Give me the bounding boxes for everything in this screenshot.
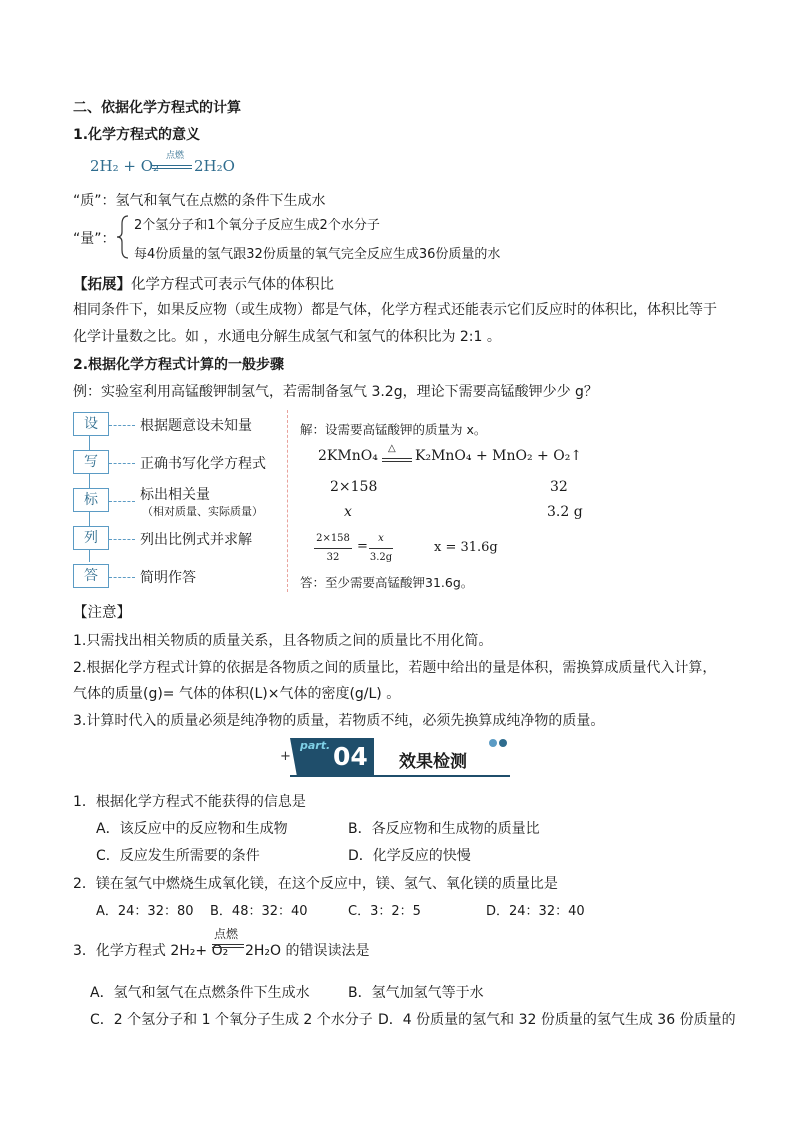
- solution-frac2-num: x: [378, 533, 384, 544]
- solution-actual-right: 3.2 g: [547, 504, 583, 520]
- step-text-set: 根据题意设未知量: [140, 418, 252, 434]
- brace-icon: [116, 214, 130, 260]
- question-1-option-d: D．化学反应的快慢: [348, 848, 471, 864]
- solution-equation-left: 2KMnO₄: [318, 448, 378, 464]
- note-2: 2.根据化学方程式计算的依据是各物质之间的质量比，若题中给出的量是体积，需换算成质量代入计算，: [73, 660, 717, 676]
- solution-frac1-den: 32: [326, 552, 340, 563]
- step-text-write: 正确书写化学方程式: [140, 456, 266, 472]
- extension-line-1: 相同条件下，如果反应物（或生成物）都是气体，化学方程式还能表示它们反应时的体积比，体积比等于: [73, 302, 717, 318]
- step-box-answer: 答: [73, 564, 109, 588]
- question-1-stem: 1．根据化学方程式不能获得的信息是: [73, 794, 306, 810]
- solution-equation-bar-bottom: [382, 461, 412, 462]
- section-title: 二、依据化学方程式的计算: [73, 100, 241, 116]
- quantity-line-2: 每4份质量的氢气跟32份质量的氧气完全反应生成36份质量的水: [134, 247, 501, 262]
- extension-heading: [73, 273, 334, 294]
- question-3-option-d: D．4 份质量的氢气和 32 份质量的氢气生成 36 份质量的: [378, 1012, 736, 1028]
- question-1-option-b: B．各反应物和生成物的质量比: [348, 821, 540, 837]
- step-link-mark: [109, 501, 135, 502]
- step-box-list: 列: [73, 526, 109, 550]
- step-text-answer: 简明作答: [140, 570, 196, 586]
- divider-dashed: [287, 410, 288, 592]
- solution-actual-left: x: [344, 504, 352, 520]
- notes-tag: 【注意】: [73, 605, 131, 621]
- equation-left: 2H₂ + O₂: [90, 157, 160, 175]
- note-1: 1.只需找出相关物质的质量关系，且各物质之间的质量比不用化简。: [73, 633, 493, 649]
- question-1-option-c: C．反应发生所需要的条件: [96, 848, 260, 864]
- step-text-mark: 标出相关量: [140, 487, 210, 503]
- question-3-stem-suffix: 2H₂O 的错误读法是: [245, 943, 370, 959]
- question-3-stem-prefix: 3．化学方程式 2H₂+ O₂: [73, 943, 229, 959]
- solution-frac2-den: 3.2g: [369, 552, 393, 563]
- note-2-continued: 气体的质量(g)= 气体的体积(L)×气体的密度(g/L) 。: [73, 686, 401, 702]
- meaning-heading: 1.化学方程式的意义: [73, 127, 201, 143]
- quantity-line-1: 2个氢分子和1个氧分子反应生成2个水分子: [134, 218, 380, 233]
- question-2-option-d: D．24：32：40: [486, 904, 585, 919]
- banner-plus: +: [280, 749, 291, 764]
- step-link-write: [109, 463, 135, 464]
- step-text-list: 列出比例式并求解: [140, 532, 252, 548]
- equation-condition: 点燃: [166, 151, 185, 161]
- solution-answer: 答：至少需要高锰酸钾31.6g。: [300, 575, 474, 590]
- question-3-option-a: A．氢气和氢气在点燃条件下生成水: [90, 985, 310, 1001]
- solution-result: x = 31.6g: [434, 540, 498, 555]
- step-box-write: 写: [73, 450, 109, 474]
- equation-bar-top: [152, 165, 192, 166]
- step-box-set: 设: [73, 412, 109, 436]
- question-3-bar-top: [212, 944, 244, 945]
- equation-bar-bottom: [152, 168, 192, 169]
- step-box-mark: 标: [73, 488, 109, 512]
- step-link-list: [109, 539, 135, 540]
- step-link-answer: [109, 577, 135, 578]
- question-3-bar-bottom: [212, 947, 244, 948]
- solution-equation-bar-top: [382, 458, 412, 459]
- banner-underline: [290, 775, 510, 777]
- question-3-option-b: B．氢气加氢气等于水: [348, 985, 484, 1001]
- quantity-label: “量”：: [73, 231, 116, 247]
- question-2-option-b: B．48：32：40: [210, 904, 308, 919]
- question-2-stem: 2．镁在氢气中燃烧生成氧化镁，在这个反应中，镁、氢气、氧化镁的质量比是: [73, 876, 558, 892]
- banner-dots-icon: [488, 737, 510, 749]
- extension-line-2: 化学计量数之比。如 ，水通电分解生成氢气和氢气的体积比为 2:1 。: [73, 329, 501, 345]
- step-link-set: [109, 425, 135, 426]
- equation-right: 2H₂O: [194, 157, 235, 175]
- solution-rel-mass-right: 32: [550, 479, 568, 495]
- extension-tag: 【拓展】: [73, 277, 131, 293]
- solution-frac-equals: =: [357, 539, 368, 554]
- solution-intro: 解：设需要高锰酸钾的质量为 x。: [300, 422, 487, 437]
- extension-title: 化学方程式可表示气体的体积比: [131, 277, 334, 293]
- example-question: 例：实验室利用高锰酸钾制氢气，若需制备氢气 3.2g，理论下需要高锰酸钾少少 g？: [73, 384, 598, 400]
- solution-frac1-num: 2×158: [316, 533, 350, 544]
- banner-number: 04: [333, 742, 368, 771]
- banner-title: 效果检测: [399, 752, 467, 772]
- solution-frac1-bar: [314, 548, 352, 549]
- step-subtext-mark: （相对质量、实际质量）: [142, 505, 263, 518]
- question-1-option-a: A．该反应中的反应物和生成物: [96, 821, 288, 837]
- question-2-option-a: A．24：32：80: [96, 904, 194, 919]
- steps-heading: 2.根据化学方程式计算的一般步骤: [73, 357, 285, 373]
- solution-rel-mass-left: 2×158: [330, 479, 378, 495]
- banner-part-label: part.: [300, 739, 331, 752]
- solution-equation-right: K₂MnO₄ + MnO₂ + O₂↑: [415, 448, 583, 464]
- question-3-option-c: C．2 个氢分子和 1 个氧分子生成 2 个水分子: [90, 1012, 373, 1028]
- solution-equation-condition: △: [388, 443, 396, 454]
- solution-frac2-bar: [369, 548, 393, 549]
- question-2-option-c: C．3：2：5: [348, 904, 421, 919]
- question-3-condition: 点燃: [214, 927, 239, 941]
- note-3: 3.计算时代入的质量必须是纯净物的质量，若物质不纯，必须先换算成纯净物的质量。: [73, 713, 605, 729]
- quality-line: “质”：氢气和氧气在点燃的条件下生成水: [73, 193, 326, 209]
